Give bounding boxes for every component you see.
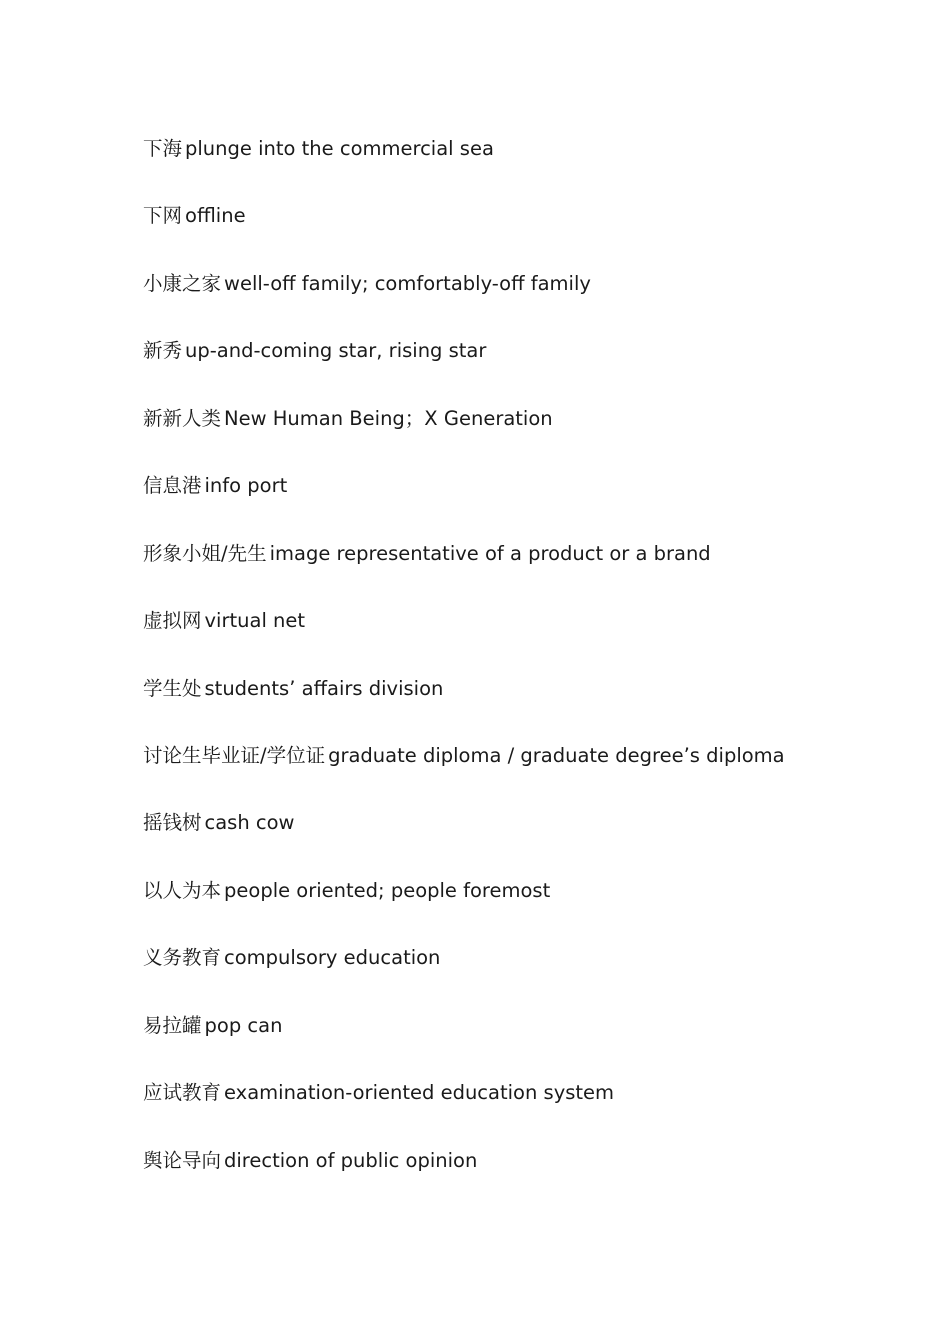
glossary-entry [143,1009,903,1076]
chinese-term: 新新人类 [143,406,222,430]
glossary-entry [143,199,903,266]
chinese-term: 新秀 [143,339,183,363]
english-translation: graduate diploma / graduate degree’s diploma [328,743,785,767]
glossary-entry [143,469,903,536]
english-translation: compulsory education [224,946,441,970]
chinese-term: 小康之家 [143,271,222,295]
chinese-term: 形象小姐/先生 [143,541,267,565]
english-translation: offline [185,204,246,228]
glossary-entry [143,334,903,401]
chinese-term: 摇钱树 [143,811,202,835]
glossary-entry [143,267,903,334]
chinese-term: 下海 [143,137,183,160]
glossary-entry [143,806,903,873]
glossary-entry [143,1076,903,1143]
english-translation: people oriented; people foremost [224,878,551,902]
chinese-term: 下网 [143,204,183,228]
glossary-entry [143,672,903,739]
english-translation: info port [204,474,288,498]
glossary-entry [143,874,903,941]
english-translation: virtual net [204,609,306,633]
english-translation: up-and-coming star, rising star [185,339,487,363]
glossary-entry [143,132,903,199]
glossary-entry [143,941,903,1008]
chinese-term: 信息港 [143,474,202,498]
glossary-entry [143,1144,903,1211]
glossary-entry [143,402,903,469]
chinese-term: 义务教育 [143,946,222,970]
english-translation: well-off family; comfortably-off family [224,271,591,295]
english-translation: plunge into the commercial sea [185,137,494,160]
english-translation: cash cow [204,811,295,835]
chinese-term: 学生处 [143,676,202,700]
english-translation: students’ affairs division [204,676,444,700]
english-translation: examination-oriented education system [224,1081,615,1105]
english-translation: image representative of a product or a brand [269,541,711,565]
chinese-term: 应试教育 [143,1081,222,1105]
chinese-term: 虚拟网 [143,609,202,633]
glossary-entry [143,739,903,806]
english-translation: direction of public opinion [224,1148,478,1172]
glossary-list [143,132,903,1211]
glossary-entry [143,537,903,604]
chinese-term: 舆论导向 [143,1148,222,1172]
chinese-term: 讨论生毕业证/学位证 [143,743,326,767]
chinese-term: 易拉罐 [143,1013,202,1037]
english-translation: New Human Being；X Generation [224,406,553,430]
chinese-term: 以人为本 [143,878,222,902]
glossary-entry [143,604,903,671]
english-translation: pop can [204,1013,283,1037]
